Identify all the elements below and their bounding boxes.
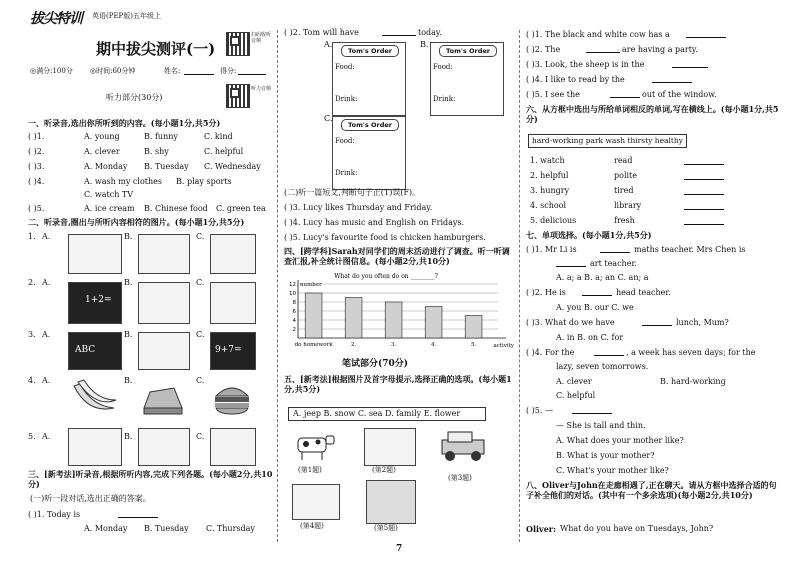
s2-r5-picB-kids-playing[interactable] — [138, 428, 190, 466]
s2-r2-picC-teacher[interactable] — [210, 282, 256, 324]
s6-p3-left: 3. hungry — [530, 186, 570, 195]
s7-q5-optA: A. What does your mother like? — [556, 436, 684, 445]
qr-code-2[interactable] — [226, 84, 250, 108]
section3-title: 三、[新考法]听录音,根据所听内容,完成下列各题。(每小题2分,共10分) — [28, 469, 273, 489]
s3-q1-a: A. Monday — [84, 524, 128, 533]
s5-pic4-beach[interactable] — [292, 484, 340, 520]
section6-title: 六、从方框中选出与所给单词相反的单词,写在横线上。(每小题1分,共5分) — [526, 104, 779, 124]
section1-title: 一、听录音,选出你所听到的内容。(每小题1分,共5分) — [28, 118, 221, 128]
chalk-text-3: 9+7= — [215, 345, 242, 355]
s3-q1: ( )1. Today is — [28, 510, 81, 519]
section7-title: 七、单项选择。(每小题1分,共5分) — [526, 230, 652, 240]
page-number: 7 — [396, 544, 403, 554]
order-optA-label: A. — [324, 40, 333, 49]
column-left — [28, 0, 274, 566]
chart-xlabel: activity — [493, 343, 514, 349]
order-card-a-drink: Drink: — [335, 95, 358, 103]
s2-r1-optC: C. — [196, 232, 205, 241]
order-card-b-drink: Drink: — [433, 95, 456, 103]
chart-bar-5 — [465, 316, 482, 339]
s7-q4-optC: C. helpful — [556, 391, 596, 400]
s7-q1: ( )1. Mr Li is — [526, 245, 577, 254]
s5-label-5: (第5题) — [374, 524, 398, 532]
s5-q4: ( )4. I like to read by the — [526, 75, 625, 84]
s3-q3: ( )3. Lucy likes Thursday and Friday. — [284, 203, 433, 212]
s7-q1-blank2[interactable] — [556, 259, 586, 267]
s7-q4-optB: B. hard-working — [660, 377, 726, 386]
s2-r5-picA-kids-reading[interactable] — [68, 428, 122, 466]
s1-q4-c: C. watch TV — [84, 190, 134, 199]
hamburger-icon — [210, 378, 254, 418]
chart-bar-1 — [305, 293, 322, 338]
chart-ylabel: number — [300, 282, 322, 288]
s6-p4-right: library — [614, 201, 642, 210]
s1-q5-b: B. Chinese food — [144, 204, 208, 213]
cake-icon — [138, 378, 188, 418]
s6-p3-blank[interactable] — [684, 187, 724, 195]
s1-q2-c: C. helpful — [204, 147, 244, 156]
s2-row2-num: 2. — [28, 278, 36, 287]
chalk-text-1: 1+2= — [85, 295, 112, 305]
qr2-label: 听力音频 — [251, 86, 272, 92]
s7-q1-options: A. a; a B. a; an C. an; a — [556, 273, 649, 282]
section5-title: 五、[新考法]根据图片及首字母提示,选择正确的选项。(每小题1分,共5分) — [284, 374, 512, 394]
s7-q4-blank[interactable] — [594, 348, 624, 356]
s7-q4-end: lazy, seven tomorrows. — [556, 362, 649, 371]
s7-q5-answer: — She is tall and thin. — [556, 421, 646, 430]
chart-xtick-1: do homework — [294, 342, 333, 348]
s5-q3: ( )3. Look, the sheep is in the — [526, 60, 645, 69]
order-card-b-title: Tom's Order — [439, 45, 497, 57]
chart-xtick-2: 2. — [350, 342, 357, 348]
s1-q3-b: B. Tuesday — [144, 162, 189, 171]
exam-title: 期中拔尖测评(一) — [96, 40, 216, 58]
s2-r4-picC-hamburger[interactable] — [210, 378, 254, 418]
s5-q5-end: out of the window. — [642, 90, 717, 99]
s5-q1-blank[interactable] — [686, 30, 726, 38]
s1-q2-a: A. clever — [84, 147, 120, 156]
s2-r2-optC: C. — [196, 278, 205, 287]
chart-ytick-6: 6 — [292, 309, 296, 315]
dialogue-speaker-oliver: Oliver: — [526, 524, 556, 534]
s3-part2-instruction: (二)听一篇短文,判断句子正(T)误(F)。 — [284, 188, 421, 197]
column-divider-1 — [277, 30, 278, 542]
s7-q1-end: art teacher. — [590, 259, 637, 268]
s6-p5-blank[interactable] — [684, 217, 724, 225]
name-field[interactable] — [184, 67, 214, 75]
s2-r1-picB-students[interactable] — [138, 234, 190, 274]
order-card-a-title: Tom's Order — [341, 45, 399, 57]
written-header: 笔试部分(70分) — [342, 359, 409, 369]
s5-pic2-family[interactable] — [364, 428, 416, 466]
s6-p1-right: read — [614, 156, 633, 165]
s1-q1-a: A. young — [84, 132, 120, 141]
s7-q1-blank1[interactable] — [600, 245, 630, 253]
s5-label-2: (第2题) — [372, 466, 396, 474]
s2-r3-picC-blackboard[interactable] — [210, 332, 256, 370]
section2-title: 二、听录音,圈出与所听内容相符的图片。(每小题1分,共5分) — [28, 217, 245, 227]
s3-q2-end: today. — [418, 28, 442, 37]
s5-q1: ( )1. The black and white cow has a — [526, 30, 670, 39]
s6-p2-blank[interactable] — [684, 172, 724, 180]
s1-q1-c: C. kind — [204, 132, 233, 141]
s2-r2-picB-teacher[interactable] — [138, 282, 190, 324]
cow-icon — [290, 430, 336, 462]
s5-q4-blank[interactable] — [652, 75, 692, 83]
order-card-c-title: Tom's Order — [341, 119, 399, 131]
s6-p4-left: 4. school — [530, 201, 567, 210]
s5-q5: ( )5. I see the — [526, 90, 580, 99]
s2-row3-num: 3. — [28, 330, 36, 339]
chart-xtick-4: 4. — [430, 342, 437, 348]
s1-q3-num[interactable]: ( )3. — [28, 162, 45, 171]
s2-r2-optB: B. — [124, 278, 133, 287]
s1-q1-b: B. funny — [144, 132, 178, 141]
s1-q1-num[interactable]: ( )1. — [28, 132, 45, 141]
order-card-b[interactable] — [430, 42, 504, 116]
s2-row4-num: 4. — [28, 376, 36, 385]
column-middle — [284, 0, 516, 566]
s2-r4-picB-cake[interactable] — [138, 378, 188, 418]
s6-word-box: hard-working park wash thirsty healthy — [528, 134, 687, 148]
qr-code-1[interactable] — [226, 32, 250, 56]
chalk-text-2: ABC — [75, 345, 96, 355]
s3-part1-instruction: (一)听一段对话,选出正确的答案。 — [30, 494, 151, 503]
chart-bar-4 — [425, 307, 442, 339]
s6-p1-left: 1. watch — [530, 156, 565, 165]
activity-bar-chart — [284, 270, 516, 350]
s2-row1-num: 1. — [28, 232, 36, 241]
book-subtitle: 英语(PEP版)五年级上 — [92, 12, 161, 20]
full-score: ◎满分:100分 — [30, 67, 73, 75]
s7-q1-mid: maths teacher. Mrs Chen is — [634, 245, 746, 254]
s3-q1-b: B. Tuesday — [144, 524, 189, 533]
order-optC-label: C. — [324, 114, 333, 123]
score-label: 得分: — [220, 67, 237, 75]
s7-q3: ( )3. What do we have — [526, 318, 615, 327]
s6-p1-blank[interactable] — [684, 157, 724, 165]
s6-p3-right: tired — [614, 186, 634, 195]
s2-r1-optA: A. — [42, 232, 51, 241]
s5-q2: ( )2. The — [526, 45, 561, 54]
s5-q5-blank[interactable] — [610, 90, 640, 98]
s2-r4-optA: A. — [42, 376, 51, 385]
order-optB-label: B. — [420, 40, 429, 49]
s5-pic3-jeep[interactable] — [438, 430, 488, 462]
s2-r3-optA: A. — [42, 330, 51, 339]
s2-r2-picA-blackboard[interactable] — [68, 282, 122, 324]
chart-ytick-2: 2 — [292, 327, 296, 333]
s3-q1-c: C. Thursday — [206, 524, 255, 533]
dialogue-oliver-line: What do you have on Tuesdays, John? — [560, 524, 714, 533]
s1-q4-b: B. play sports — [176, 177, 232, 186]
order-card-c-food: Food: — [335, 137, 355, 145]
s1-q5-a: A. ice cream — [84, 204, 135, 213]
chart-ytick-4: 4 — [292, 318, 296, 324]
s2-row5-num: 5. — [28, 432, 36, 441]
s3-q2-blank[interactable] — [382, 28, 416, 36]
order-card-b-food: Food: — [433, 63, 453, 71]
order-card-a[interactable] — [332, 42, 406, 116]
chart-title: What do you often do on ________? — [334, 273, 438, 280]
s1-q5-c: C. green tea — [216, 204, 266, 213]
chart-ytick-12: 12 — [289, 282, 296, 288]
chart-bar-3 — [385, 302, 402, 338]
s1-q4-num[interactable]: ( )4. — [28, 177, 45, 186]
s5-q3-blank[interactable] — [672, 60, 708, 68]
s2-r4-optB: B. — [124, 376, 133, 385]
chart-ytick-8: 8 — [292, 300, 296, 306]
s2-r4-optC: C. — [196, 376, 205, 385]
s3-q4: ( )4. Lucy has music and English on Fridays. — [284, 218, 465, 227]
s7-q2-blank[interactable] — [582, 288, 612, 296]
s2-r5-optA: A. — [42, 432, 51, 441]
s2-r1-optB: B. — [124, 232, 133, 241]
s7-q5-blank[interactable] — [572, 406, 612, 414]
s6-p5-left: 5. delicious — [530, 216, 577, 225]
s7-q5: ( )5. — — [526, 406, 553, 415]
s7-q5-optC: C. What's your mother like? — [556, 466, 669, 475]
s5-label-1: (第1题) — [298, 466, 322, 474]
s2-r3-optC: C. — [196, 330, 205, 339]
s2-r3-picB-children[interactable] — [138, 332, 190, 370]
s7-q3-blank[interactable] — [642, 318, 672, 326]
s2-r5-optB: B. — [124, 432, 133, 441]
banana-icon — [68, 378, 120, 418]
s6-p2-left: 2. helpful — [530, 171, 569, 180]
s7-q3-end: lunch, Mum? — [676, 318, 729, 327]
s3-q1-blank[interactable] — [118, 510, 158, 518]
s5-pic1-cow[interactable] — [290, 430, 336, 462]
s7-q2-options: A. you B. our C. we — [556, 303, 634, 312]
time-limit: ◎时间:60分钟 — [90, 67, 136, 75]
order-card-c-drink: Drink: — [335, 169, 358, 177]
s3-q2: ( )2. Tom will have — [284, 28, 359, 37]
s6-p5-right: fresh — [614, 216, 635, 225]
s2-r3-picA-blackboard[interactable] — [68, 332, 122, 370]
s5-label-4: (第4题) — [300, 522, 324, 530]
chart-bar-2 — [345, 298, 362, 339]
order-card-c[interactable] — [332, 116, 406, 190]
s7-q2: ( )2. He is — [526, 288, 566, 297]
s2-r3-optB: B. — [124, 330, 133, 339]
s1-q2-b: B. shy — [144, 147, 169, 156]
s2-r2-optA: A. — [42, 278, 51, 287]
s1-q4-a: A. wash my clothes — [84, 177, 162, 186]
s6-p4-blank[interactable] — [684, 202, 724, 210]
name-label: 姓名: — [164, 67, 181, 75]
s7-q4-mid: , a week has seven days; for the — [626, 348, 756, 357]
s7-q3-options: A. in B. on C. for — [556, 333, 624, 342]
s7-q2-end: head teacher. — [616, 288, 671, 297]
s5-pic5-snow-window[interactable] — [366, 480, 416, 524]
section4-title: 四、[跨学科]Sarah对同学们的周末活动进行了调查。听一听调查汇报,补全统计图信息。(每小题2分,共10分) — [284, 246, 510, 266]
s2-r1-picC-girl[interactable] — [210, 234, 256, 274]
qr1-label: 扫码收听音频 — [251, 32, 272, 44]
column-divider-2 — [519, 30, 520, 542]
column-right — [526, 0, 784, 566]
s2-r4-picA-bananas[interactable] — [68, 378, 120, 418]
s1-q2-num[interactable]: ( )2. — [28, 147, 45, 156]
s2-r5-picC-cleaning[interactable] — [210, 428, 256, 466]
chart-xtick-3: 3. — [390, 342, 397, 348]
s5-label-3: (第3题) — [448, 474, 472, 482]
jeep-icon — [438, 430, 488, 462]
s7-q5-optB: B. What is your mother? — [556, 451, 655, 460]
s1-q3-c: C. Wednesday — [204, 162, 261, 171]
s1-q3-a: A. Monday — [84, 162, 128, 171]
chart-xtick-5: 5. — [470, 342, 477, 348]
s3-q5: ( )5. Lucy's favourite food is chicken hamburgers. — [284, 233, 486, 242]
order-card-a-food: Food: — [335, 63, 355, 71]
s6-p2-right: polite — [614, 171, 638, 180]
s7-q4: ( )4. For the — [526, 348, 575, 357]
score-field[interactable] — [238, 67, 266, 75]
chart-ytick-10: 10 — [289, 291, 296, 297]
s2-r5-optC: C. — [196, 432, 205, 441]
s5-q2-end: are having a party. — [622, 45, 698, 54]
s5-options-box: A. jeep B. snow C. sea D. family E. flower — [288, 407, 486, 421]
s7-q4-optA: A. clever — [556, 377, 592, 386]
s1-q5-num[interactable]: ( )5. — [28, 204, 45, 213]
brand-logo: 拔尖特训 — [30, 11, 82, 27]
section8-title: 八、Oliver与John在走廊相遇了,正在聊天。请从方框中选择合适的句子补全他们的对话。(其中有一个多余选项)(每小题2分,共10分) — [526, 480, 777, 500]
s5-q2-blank[interactable] — [586, 45, 620, 53]
listening-header: 听力部分(30分) — [106, 93, 163, 102]
s2-r1-picA-playground[interactable] — [68, 234, 122, 274]
